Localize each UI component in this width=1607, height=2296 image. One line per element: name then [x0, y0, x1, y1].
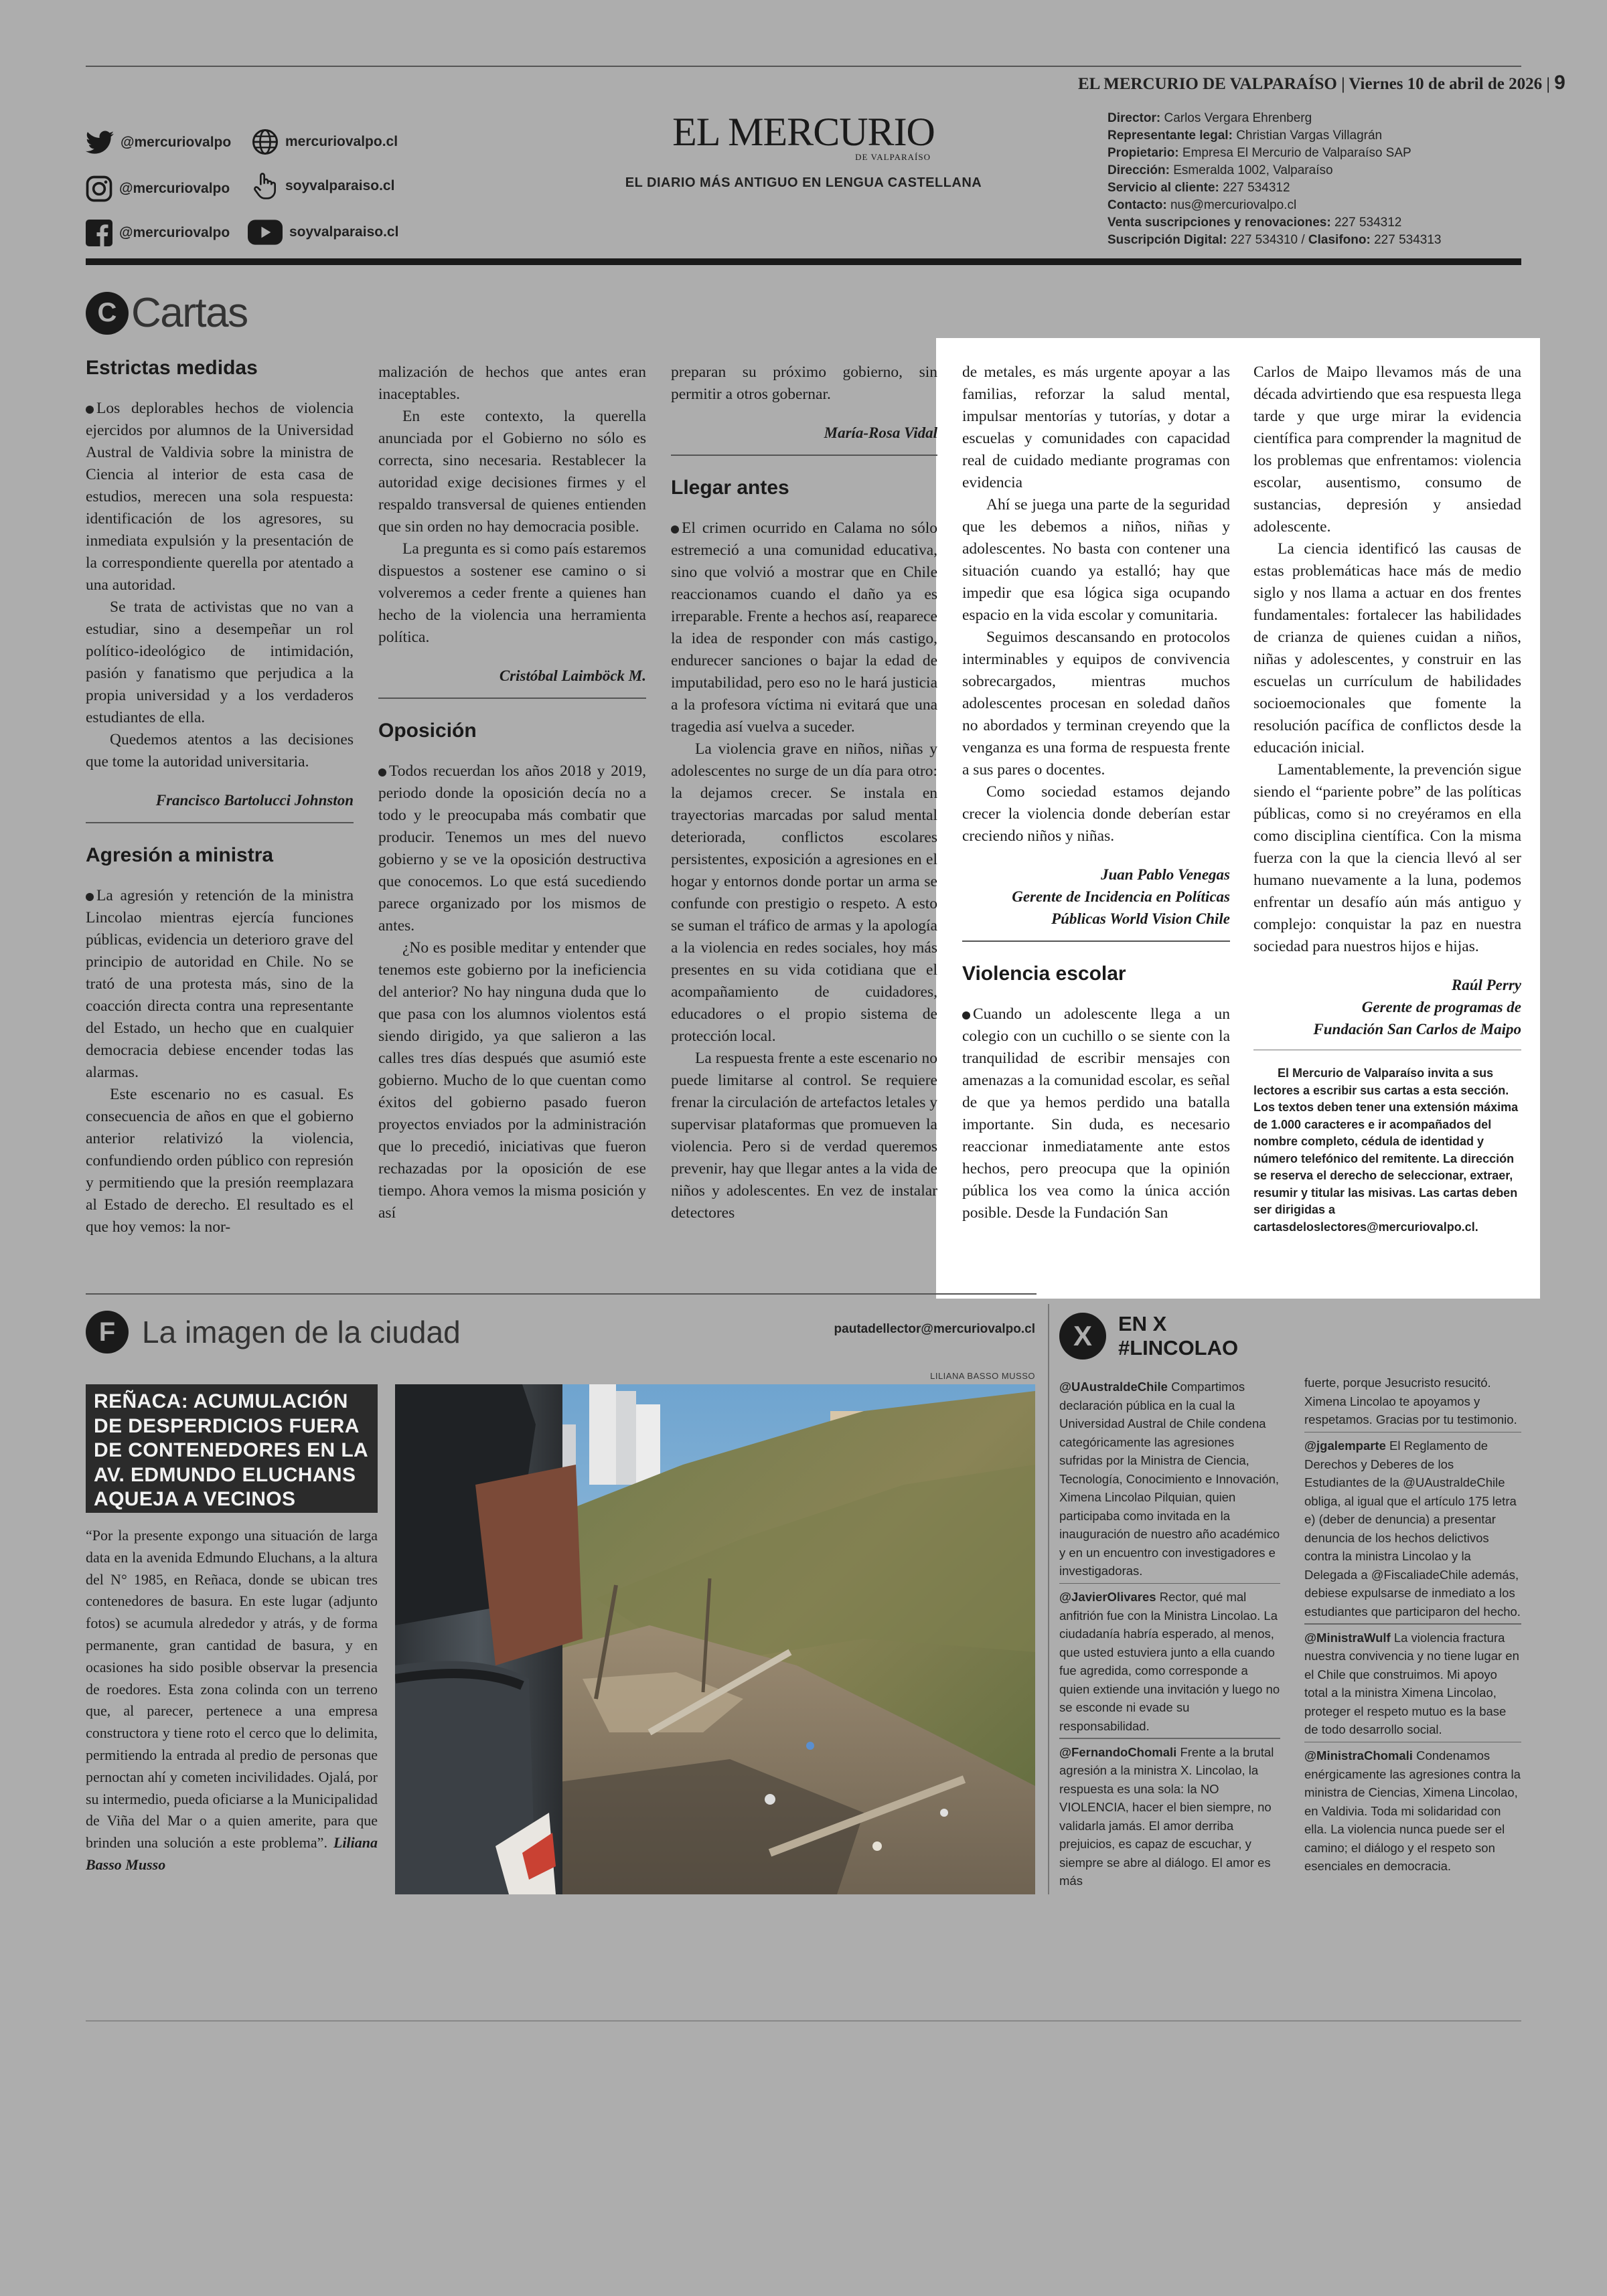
- info-digital: Suscripción Digital: 227 534310 / Clasifono: 227 534313: [1107, 233, 1442, 247]
- tweet: @MinistraChomali Condenamos enérgicamente las agresiones contra la ministra de Ciencias, Ximena Lincolao, en Valdivia. Toda mi solidaridad con ella. La violencia nunca puede ser el camino; el diálogo y el respeto son esenciales en democracia.: [1304, 1748, 1521, 1873]
- letter-paragraph: Como sociedad estamos dejando crecer la violencia donde deberían estar creciendo niños y niñas.: [962, 783, 1230, 845]
- letter-heading-oposicion: Oposición: [378, 720, 477, 742]
- tweets-column-2: [1304, 1374, 1521, 1902]
- tweet: fuerte, porque Jesucristo resucitó. Ximena Lincolao te apoyamos y respetamos. Gracias por tu testimonio.: [1304, 1376, 1517, 1426]
- bullet-icon: [671, 525, 679, 534]
- letter-paragraph: La ciencia identificó las causas de estas problemáticas hace más de medio siglo y nos llama a actuar en dos frentes fundamentales: fortalecer las habilidades de crianza de quienes cuidan a niños, niñas y adolescentes, y construir en las escuelas un currículum de habilidades socioemocionales que fomente la resolución pacífica de conflictos desde la educación inicial.: [1253, 540, 1521, 756]
- masthead-tagline: EL DIARIO MÁS ANTIGUO EN LENGUA CASTELLANA: [625, 175, 982, 190]
- info-subscriptions: Venta suscripciones y renovaciones: 227 534312: [1107, 216, 1402, 230]
- letter-divider: [378, 698, 646, 699]
- letter-heading-estrictas: Estrictas medidas: [86, 357, 258, 379]
- letter-paragraph: El crimen ocurrido en Calama no sólo estremeció a una comunidad educativa, sino que volvió a mostrar que en Chile reaccionamos cuando el daño ya es irreparable. Frente a hechos así, reaparece la idea de responder con más castigo, endurecer sanciones o bajar la edad de imputabilidad, pero eso no le hará justicia a la profesora víctima ni evitará que una tragedia así vuelva a suceder.: [671, 519, 937, 736]
- social-twitter-label: @mercuriovalpo: [121, 135, 232, 150]
- letter-signature: Raúl Perry Gerente de programas de Fundación San Carlos de Maipo: [1313, 977, 1521, 1038]
- social-instagram[interactable]: [86, 175, 230, 202]
- letter-paragraph: La violencia grave en niños, niñas y adolescentes no surge de un día para otro: la dejamos crecer. Se instala en trayectorias marcadas por salud mental deteriorada, conflictos escolares persistentes, exposición a agresiones en el hogar y entornos donde portar un arma se confunde con prestigio o respeto. A esto se suman el tráfico de armas y la apología a la violencia en redes sociales, hoy más presentes en su vida cotidiana que el acompañamiento de cuidadores, educadores o el propio sistema de protección local.: [671, 740, 937, 1045]
- tweet: @MinistraWulf La violencia fractura nuestra convivencia y no tiene lugar en el Chile que construimos. Mi apoyo total a la ministra Ximena Lincolao, proteger el respeto mutuo es la base de todo desarrollo social.: [1304, 1630, 1519, 1736]
- logo-subtitle: DE VALPARAÍSO: [855, 152, 931, 162]
- cartas-section-header: [86, 289, 248, 337]
- letter-divider: [962, 940, 1230, 942]
- info-director: Director: Carlos Vergara Ehrenberg: [1107, 111, 1312, 125]
- letter-paragraph: Seguimos descansando en protocolos interminables y equipos de convivencia sobrecargados, mientras muchos adolescentes procesan en soledad daños no abordados y terminan creyendo que la venganza es una forma de respuesta frente a sus pares o docentes.: [962, 629, 1230, 778]
- tweet: @JavierOlivares Rector, qué mal anfitrión fue con la Ministra Lincolao. La ciudadanía habría esperado, al menos, que usted estuviera junto a ella cuando fue agredida, como corresponde a quien extiende una invitación y luego no se esconde ni evade su responsabilidad.: [1059, 1590, 1280, 1733]
- tweet-divider: [1304, 1432, 1521, 1433]
- bullet-icon: [962, 1011, 970, 1019]
- letters-column-1: [86, 353, 354, 1291]
- letters-column-2: [378, 361, 646, 1292]
- letter-paragraph: La respuesta frente a este escenario no puede limitarse al control. Se requiere frenar la circulación de artefactos letales y supervisar plataformas que promueven la violencia. Pero si de verdad queremos prevenir, hay que llegar antes a la vida de niños y adolescentes. En vez de instalar detectores: [671, 1050, 937, 1222]
- letters-column-5: [1253, 361, 1521, 1292]
- section-divider: [86, 1293, 1037, 1295]
- info-contact: Contacto: nus@mercuriovalpo.cl: [1107, 198, 1297, 212]
- letter-signature: Francisco Bartolucci Johnston: [155, 792, 354, 809]
- cartas-section-title: Cartas: [131, 290, 248, 336]
- instagram-icon: [86, 175, 112, 202]
- tweet: @UAustraldeChile Compartimos declaración pública en la cual la Universidad Austral de Chile condena categóricamente las agresiones sufridas por la Ministra de Ciencia, Tecnología, Conocimiento e Innovación, Ximena Lincolao Pilquian, quien participaba como invitada en la inauguración de nuestro año académico y en un encuentro con investigadores e investigadoras.: [1059, 1380, 1280, 1578]
- letter-paragraph: preparan su próximo gobierno, sin permitir a otros gobernar.: [671, 363, 937, 403]
- social-facebook-label: @mercuriovalpo: [119, 225, 230, 240]
- enx-section-header: [1059, 1312, 1238, 1360]
- letter-heading-violencia: Violencia escolar: [962, 963, 1126, 985]
- imagen-section-title: La imagen de la ciudad: [142, 1315, 461, 1349]
- letter-signature: Cristóbal Laimböck M.: [499, 667, 646, 684]
- letters-column-4: [962, 361, 1230, 1292]
- tweet-handle[interactable]: @MinistraChomali: [1304, 1748, 1413, 1762]
- letter-divider: [86, 822, 354, 823]
- imagen-signature: Liliana Basso Musso: [86, 1834, 378, 1873]
- tweet-handle[interactable]: @FernandoChomali: [1059, 1744, 1177, 1759]
- bullet-icon: [86, 893, 94, 901]
- social-youtube[interactable]: [248, 220, 398, 245]
- letter-paragraph: La pregunta es si como país estaremos dispuestos a sostener ese camino o si volveremos a ceder frente a quienes han hecho de la violencia una herramienta política.: [378, 540, 646, 646]
- x-logo-icon: X: [1059, 1313, 1106, 1360]
- page-number: 9: [1554, 72, 1565, 94]
- social-soyvalparaiso[interactable]: [252, 171, 394, 201]
- letter-paragraph: Lamentablemente, la prevención sigue siendo el “pariente pobre” de las políticas públicas, como si no creyéramos en ella como disciplina científica. Con la misma fuerza con la que la ciencia llevó al ser humano nuevamente a la luna, podemos enfrentar un desafío aún más antiguo y complejo: conquistar la paz en nuestra sociedad para nuestros hijos e hijas.: [1253, 761, 1521, 955]
- letter-paragraph: En este contexto, la querella anunciada por el Gobierno no sólo es correcta, sino necesaria. Restablecer la autoridad exige decisiones firmes y el respaldo transversal de quienes entienden que sin orden no hay democracia posible.: [378, 408, 646, 536]
- imagen-section-header: [86, 1311, 461, 1354]
- tweets-column-1: [1059, 1378, 1280, 1900]
- social-twitter[interactable]: [86, 131, 231, 155]
- twitter-icon: [86, 131, 114, 155]
- pointer-hand-icon: [252, 171, 279, 201]
- letter-paragraph: Quedemos atentos a las decisiones que tome la autoridad universitaria.: [86, 731, 354, 770]
- tweet-handle[interactable]: @jgalemparte: [1304, 1439, 1386, 1453]
- youtube-icon: [248, 220, 283, 245]
- letter-paragraph: ¿No es posible meditar y entender que tenemos este gobierno por la ineficiencia del anterior? No hay ninguna duda que lo que pasa con los alumnos violentos está siendo dirigido, ya que salieron a las calles tres días después que asumió este gobierno. Mucho de lo que cuentan como éxitos del gobierno pasado fueron proyectos enviados por la administración que lo precedió, iniciativas que fueron rechazadas por la oposición de ese tiempo. Ahora vemos la misma posición y así: [378, 939, 646, 1222]
- imagen-body: “Por la presente expongo una situación de larga data en la avenida Edmundo Eluchans, a la altura del N° 1985, en Reñaca, donde se ubican tres contenedores de basura. En este lugar (adjunto fotos) se acumula alrededor y atrás, y de forma permanente, gran cantidad de basura, y en ocasiones ha sido posible observar la presencia de roedores. Esta zona colinda con un terreno que, al parecer, pertenece a una empresa constructora y tiene roto el cerco que lo delimita, permitiendo la entrada al predio de personas que pernoctan ahí y cometen incivilidades. Ojalá, por su intermedio, pueda oficiarse a la Municipalidad de Viña del Mar o a quien amerite, para que brinden una solución a este problema”. Liliana Basso Musso: [86, 1527, 378, 1873]
- cartas-section-badge: C: [86, 292, 129, 335]
- enx-title: EN X #LINCOLAO: [1118, 1312, 1239, 1360]
- staff-info: [1107, 110, 1523, 249]
- masthead-logo[interactable]: [670, 111, 937, 162]
- info-legal: Representante legal: Christian Vargas Villagrán: [1107, 129, 1383, 143]
- tweet-divider: [1304, 1742, 1521, 1743]
- letter-heading-llegar: Llegar antes: [671, 477, 789, 499]
- info-owner: Propietario: Empresa El Mercurio de Valparaíso SAP: [1107, 146, 1411, 160]
- footer-rule: [86, 2020, 1521, 2022]
- imagen-email[interactable]: pautadellector@mercuriovalpo.cl: [834, 1322, 1035, 1336]
- social-web-label: mercuriovalpo.cl: [285, 134, 398, 149]
- letters-submission-notice: El Mercurio de Valparaíso invita a sus lectores a escribir sus cartas a esta sección. Los textos deben tener una extensión máxima de 1.000 caracteres e ir acompañados del nombre completo, cédula de identidad y número telefónico del remitente. La dirección se reserva el derecho de seleccionar, extraer, resumir y titular las misivas. Las cartas deben ser dirigidas a cartasdeloslectores@mercuriovalpo.cl.: [1253, 1066, 1519, 1234]
- letter-signature: María-Rosa Vidal: [824, 424, 937, 441]
- letter-paragraph: Carlos de Maipo llevamos más de una década advirtiendo que esa respuesta llega tarde y que urge mirar la evidencia científica para comprender la magnitud de los problemas que enfrentamos: violencia escolar, ausentismo, consumo de sustancias, depresión y ansiedad adolescente.: [1253, 363, 1521, 536]
- city-photo: [395, 1384, 1035, 1894]
- tweet-handle[interactable]: @UAustraldeChile: [1059, 1380, 1168, 1394]
- tweet-handle[interactable]: @JavierOlivares: [1059, 1590, 1156, 1604]
- letter-divider: [671, 455, 937, 456]
- social-soyvalparaiso-label: soyvalparaiso.cl: [285, 178, 395, 193]
- dateline-text: EL MERCURIO DE VALPARAÍSO | Viernes 10 de abril de 2026 |: [1078, 75, 1550, 93]
- building-icon: [589, 1384, 616, 1485]
- letter-heading-agresion: Agresión a ministra: [86, 844, 274, 866]
- letter-paragraph: Este escenario no es casual. Es consecuencia de años en que el gobierno anterior relativizó la violencia, confundiendo orden público con represión y permitiendo que la presión reemplazara al Estado de derecho. El resultado es el que hoy vemos: la nor-: [86, 1086, 354, 1236]
- social-facebook[interactable]: [86, 220, 230, 246]
- social-web[interactable]: [252, 129, 398, 155]
- info-service: Servicio al cliente: 227 534312: [1107, 181, 1290, 195]
- letters-column-3: [671, 361, 937, 1292]
- imagen-headline-box: [86, 1384, 378, 1513]
- header-thick-rule: [86, 258, 1521, 265]
- dateline: [1078, 72, 1565, 94]
- letter-paragraph: Todos recuerdan los años 2018 y 2019, periodo donde la oposición decía no a todo y le preocupaba más combatir que producir. Tenemos un mes del nuevo gobierno y se ve la oposición destructiva que conocemos. Lo que está sucediendo parece organizado por los mismos de antes.: [378, 762, 646, 934]
- tweet-divider: [1304, 1623, 1521, 1625]
- facebook-icon: [86, 220, 112, 246]
- info-address: Dirección: Esmeralda 1002, Valparaíso: [1107, 163, 1333, 177]
- imagen-headline: REÑACA: ACUMULACIÓN DE DESPERDICIOS FUERA DE CONTENEDORES EN LA AV. EDMUNDO ELUCHANS AQUEJA A VECINOS: [94, 1390, 368, 1510]
- letter-paragraph: de metales, es más urgente apoyar a las familias, reforzar la salud mental, impulsar mentorías y tutorías, y dotar a escuelas y comunidades con capacidad real de cuidado mediante programas con evidencia: [962, 363, 1230, 491]
- city-photo-illustration: [395, 1384, 1035, 1894]
- social-youtube-label: soyvalparaiso.cl: [289, 224, 399, 240]
- tweet-divider: [1059, 1583, 1280, 1584]
- vertical-divider: [1048, 1304, 1049, 1894]
- logo-title: EL MERCURIO: [672, 110, 935, 154]
- globe-icon: [252, 129, 279, 155]
- bullet-icon: [378, 768, 386, 776]
- tweet-divider: [1059, 1738, 1280, 1739]
- tweet: @FernandoChomali Frente a la brutal agresión a la ministra X. Lincolao, la respuesta es una sola: la NO VIOLENCIA, hacer el bien siempre, no validarla jamás. El amor derriba prejuicios, es capaz de escuchar, y siempre se abre al diálogo. El amor es más: [1059, 1744, 1274, 1888]
- letter-paragraph: malización de hechos que antes eran inaceptables.: [378, 363, 646, 403]
- letter-paragraph: Ahí se juega una parte de la seguridad que les debemos a niños, niñas y adolescentes. No basta con contener una situación cuando ya estalló; hay que impedir que esa lógica siga ocupando espacio en la vida escolar y comunitaria.: [962, 496, 1230, 624]
- letter-paragraph: La agresión y retención de la ministra Lincolao mientras ejercía funciones públicas, evidencia un deterioro grave del principio de autoridad en Chile. No se trató de una protesta más, sino de la coacción directa contra una representante del Estado, un hecho que en cualquier democracia debiese encender todas las alarmas.: [86, 887, 354, 1081]
- bullet-icon: [86, 406, 94, 414]
- tweet-handle[interactable]: @MinistraWulf: [1304, 1630, 1391, 1645]
- social-instagram-label: @mercuriovalpo: [119, 181, 230, 196]
- letter-paragraph: Se trata de activistas que no van a estudiar, sino a desempeñar un rol político-ideológico de intimidación, pasión y fanatismo que perjudica a la propia universidad y a los verdaderos estudiantes de ella.: [86, 598, 354, 726]
- letter-paragraph: Los deplorables hechos de violencia ejercidos por alumnos de la Universidad Austral de Valdivia sobre la ministra de Ciencia al interior de esta casa de estudios, merecen una sola respuesta: identificación de los agresores, su inmediata expulsión y la presentación de la correspondiente querella por atentado a una autoridad.: [86, 400, 354, 594]
- imagen-section-badge: F: [86, 1311, 129, 1354]
- photo-credit: LILIANA BASSO MUSSO: [930, 1371, 1035, 1381]
- letter-paragraph: Cuando un adolescente llega a un colegio con un cuchillo o se siente con la tranquilidad de escribir mensajes con amenazas a la comunidad escolar, es señal de que ya hemos perdido una batalla importante. Sin duda, es necesario reaccionar inmediatamente ante estos hechos, pero preocupa que la opinión pública los vea como la única acción posible. Desde la Fundación San: [962, 1005, 1230, 1222]
- tweet: @jgalemparte El Reglamento de Derechos y Deberes de los Estudiantes de la @UAustraldeChile obliga, al igual que el artículo 175 letra e) (deber de denuncia) a presentar denuncia de los hechos delictivos contra la ministra Lincolao y la Delegada a @FiscaliadeChile además, debiese expulsarse de inmediato a los estudiantes que participaron del hecho.: [1304, 1439, 1521, 1619]
- letter-signature: Juan Pablo Venegas Gerente de Incidencia en Políticas Públicas World Vision Chile: [1012, 866, 1230, 927]
